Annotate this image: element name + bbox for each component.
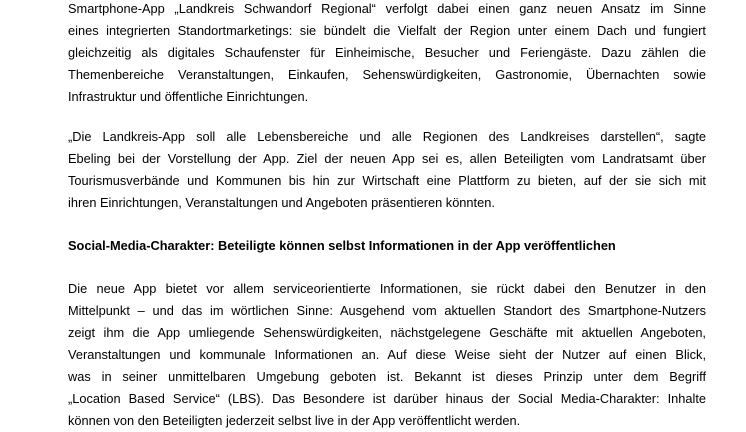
paragraph-quote-ebeling	[68, 126, 706, 214]
section-heading	[68, 235, 706, 257]
text-line: was in seiner unmittelbaren Umgebung geboten ist. Bekannt ist dieses Prinzip unter dem Begriff	[68, 369, 706, 384]
text-line: Tourismusverbände und Kommunen bis hin zur Wirtschaft eine Plattform zu bieten, auf der sie sich mit	[68, 173, 706, 188]
text-line: Smartphone-App „Landkreis Schwandorf Regional“ verfolgt dabei einen ganz neuen Ansatz im Sinne	[68, 1, 706, 16]
text-line: Die neue App bietet vor allem serviceorientierte Informationen, sie rückt dabei den Benutzer in den	[68, 281, 706, 296]
text-line: Mittelpunkt – und das im wörtlichen Sinne: Ausgehend vom aktuellen Standort des Smartphone-Nutzers	[68, 303, 706, 318]
text-line: Veranstaltungen und kommunale Informationen an. Auf diese Weise sieht der Nutzer auf einen Blick,	[68, 347, 706, 362]
text-line: ihren Einrichtungen, Veranstaltungen und Angeboten präsentieren könnten.	[68, 195, 495, 210]
text-line: Ebeling bei der Vorstellung der App. Ziel der neuen App sei es, allen Beteiligten vom Landratsamt über	[68, 151, 706, 166]
text-line: Infrastruktur und öffentliche Einrichtungen.	[68, 89, 309, 104]
paragraph-app-intro	[68, 0, 706, 108]
text-line: gleichzeitig als digitales Schaufenster für Einheimische, Besucher und Feriengäste. Dazu zählen die	[68, 45, 706, 60]
paragraph-service-info	[68, 278, 706, 428]
text-line: Themenbereiche Veranstaltungen, Einkaufen, Sehenswürdigkeiten, Gastronomie, Übernachten sowie	[68, 67, 706, 82]
text-line: „Location Based Service“ (LBS). Das Besondere ist darüber hinaus der Social Media-Charakter: Inhalte	[68, 391, 706, 406]
text-line: können von den Beteiligten jederzeit selbst live in der App veröffentlicht werden.	[68, 413, 521, 428]
section-heading-text: Social-Media-Charakter: Beteiligte können selbst Informationen in der App veröffentlichen	[68, 238, 616, 253]
text-line: „Die Landkreis-App soll alle Lebensbereiche und alle Regionen des Landkreises darstellen“, sagte	[68, 129, 706, 144]
text-line: zeigt ihm die App umliegende Sehenswürdigkeiten, nächstgelegene Geschäfte mit aktuellen Angeboten,	[68, 325, 706, 340]
text-line: eines integrierten Standortmarketings: sie bündelt die Vielfalt der Region unter einem Dach und fungiert	[68, 23, 706, 38]
